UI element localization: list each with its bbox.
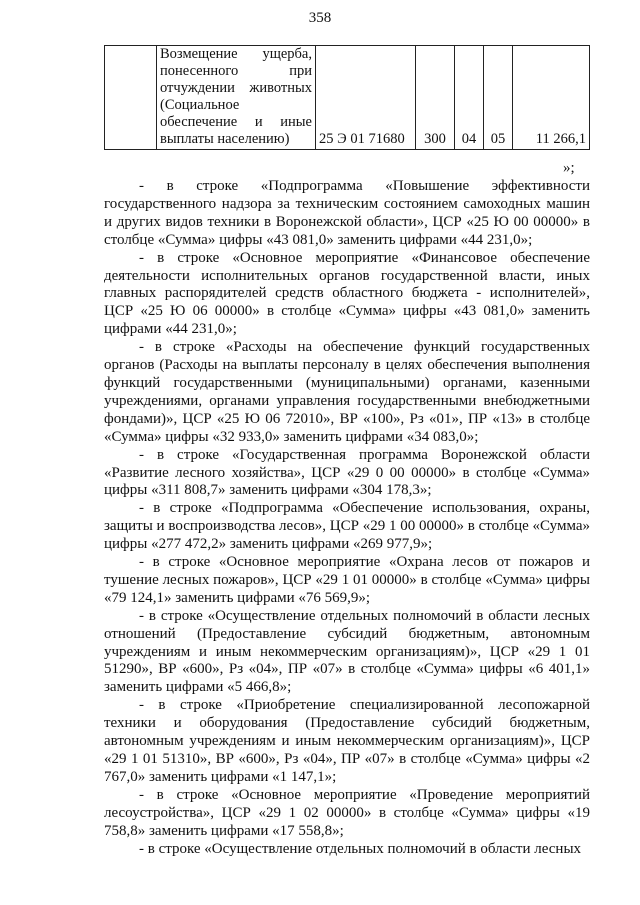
table-closing-mark: »; [563, 160, 575, 176]
paragraph: - в строке «Основное мероприятие «Финансовое обеспечение деятельности исполнительных органов государственной власти, иных главных распорядителей средств областного бюджета - исполнителей», ЦСР «25 Ю 06 00000» в столбце «Сумма» цифры «43 081,0» заменить цифрами «44 231,0»; [104, 249, 594, 338]
paragraph: - в строке «Государственная программа Воронежской области «Развитие лесного хозяйства», ЦСР «29 0 00 00000» в столбце «Сумма» цифры «311 808,7» заменить цифрами «304 178,3»; [104, 446, 594, 499]
paragraph: - в строке «Основное мероприятие «Охрана лесов от пожаров и тушение лесных пожаров», ЦСР «29 1 01 00000» в столбце «Сумма» цифры «79 124,1» заменить цифрами «76 569,9»; [104, 554, 594, 606]
paragraph: - в строке «Приобретение специализированной лесопожарной техники и оборудования (Предоставление субсидий бюджетным, автономным учреждениям и иным некоммерческим организациям)», ЦСР «29 1 01 51310», ВР «600», Рз «04», ПР «07» в столбце «Сумма» цифры «2 767,0» заменить цифрами «1 147,1»; [104, 697, 594, 785]
paragraph: - в строке «Осуществление отдельных полномочий в области лесных отношений (Предоставление субсидий бюджетным, автономным учреждениям и иным некоммерческим организациям)», ЦСР «29 1 01 51290», ВР «600», Рз «04», ПР «07» в столбце «Сумма» цифры «6 401,1» заменить цифрами «5 466,8»; [104, 607, 594, 696]
table-cell-vr: 300 [416, 46, 455, 150]
budget-table [104, 45, 590, 150]
page-number: 358 [308, 10, 332, 26]
table-cell-empty [105, 46, 157, 150]
table-cell-sum: 11 266,1 [513, 46, 590, 150]
table-row [105, 46, 590, 150]
paragraph: - в строке «Осуществление отдельных полномочий в области лесных [139, 840, 582, 857]
table-cell-rz: 04 [455, 46, 484, 150]
paragraph: - в строке «Подпрограмма «Повышение эффективности государственного надзора за техническим состоянием самоходных машин и других видов техники в Воронежской области», ЦСР «25 Ю 00 00000» в столбце «Сумма» цифры «43 081,0» заменить цифрами «44 231,0»; [104, 178, 594, 248]
paragraph: - в строке «Основное мероприятие «Проведение мероприятий лесоустройства», ЦСР «29 1 02 00000» в столбце «Сумма» цифры «19 758,8» заменить цифрами «17 558,8»; [104, 786, 594, 839]
table-cell-pr: 05 [484, 46, 513, 150]
paragraph: - в строке «Подпрограмма «Обеспечение использования, охраны, защиты и воспроизводства лесов», ЦСР «29 1 00 00000» в столбце «Сумма» цифры «277 472,2» заменить цифрами «269 977,9»; [104, 500, 594, 553]
table-cell-csr: 25 Э 01 71680 [316, 46, 416, 150]
paragraph: - в строке «Расходы на обеспечение функций государственных органов (Расходы на выплаты персоналу в целях обеспечения выполнения функций государственными (муниципальными) органами, казенными учреждениями, органами управления государственными внебюджетными фондами)», ЦСР «25 Ю 06 72010», ВР «100», Рз «01», ПР «13» в столбце «Сумма» цифры «32 933,0» заменить цифрами «34 083,0»; [104, 339, 594, 445]
table-cell-name: Возмещение ущерба, понесенного при отчуждении животных (Социальное обеспечение и иные выплаты населению) [157, 46, 316, 150]
amendment-text [104, 178, 594, 858]
